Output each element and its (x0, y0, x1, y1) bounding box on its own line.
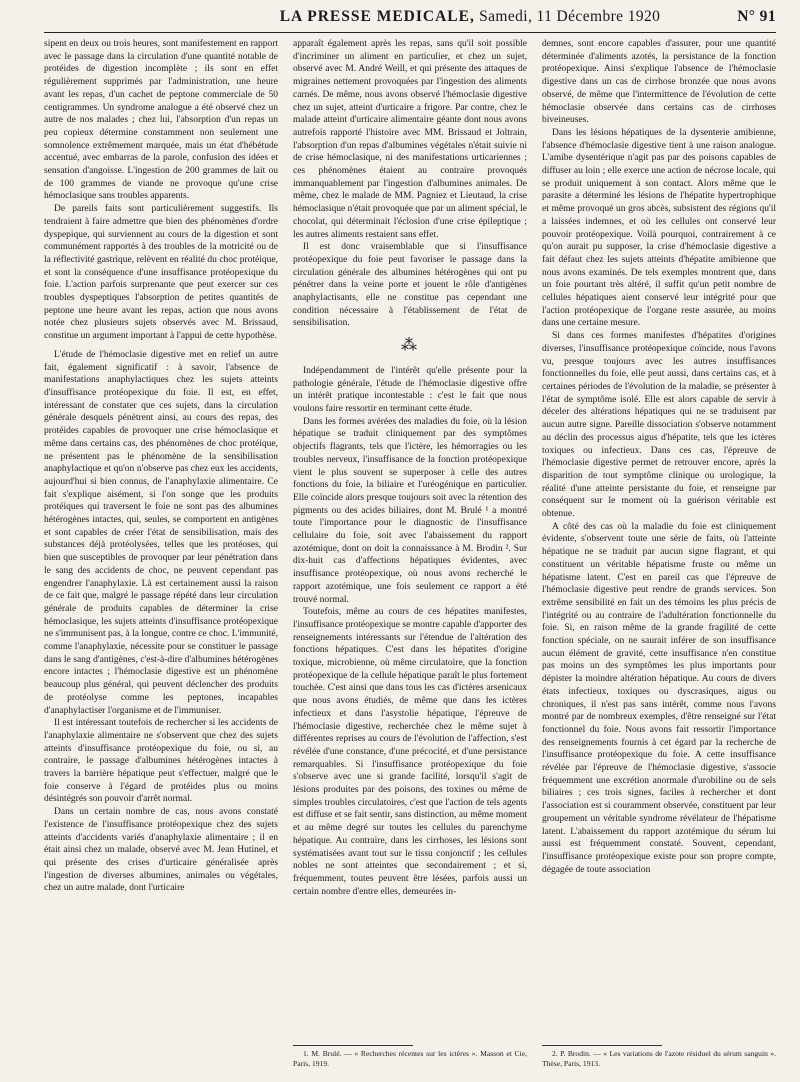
paragraph: demnes, sont encore capables d'assurer, pour une quantité déterminée d'aliments azotés, la persistance de la fonction protéopexique. Ainsi s'explique l'absence de l'hémoclasie digestive dans un cas de cirrhose bronzée que nous avons observé, de même que l'intermittence de l'évolution de cette hémoclasie observée dans certains cas de cirrhoses biveineuses. (542, 39, 776, 126)
page-header (44, 8, 776, 33)
paragraph: A côté des cas où la maladie du foie est cliniquement évidente, s'observent toute une série de faits, où l'atteinte hépatique ne se traduit par aucun signe flagrant, et qui constituent un véritable hépatisme fruste ou même un hépatisme latent. C'est en pareil cas que l'épreuve de l'hémoclasie digestive peut rendre de grands services. Son extrême sensibilité en fait un des témoins les plus précis de l'intégrité ou au contraire de l'adultération fonctionnelle du foie. Si, en raison même de la grande fragilité de cette fonction spéciale, on ne saurait inférer de son insuffisance aucun élément de gravité, cette insuffisance n'en constitue pas moins un des symptômes les plus importants pour dépister la moindre altération hépatique. Au cours de divers états infectieux, toxiques ou dyscrasiques, aigus ou chroniques, il n'est pas sans intérêt, comme nous l'avons montré par de nombreux exemples, d'être renseigné sur l'état fonctionnel du foie. Nous avons fait ressortir l'importance des renseignements fournis à cet égard par la recherche de l'insuffisance protéopexique du foie. A cette insuffisance révélée par l'épreuve de l'hémoclasie digestive, s'associe fréquemment une excrétion anormale d'urobiline ou de sels biliaires ; ces trois signes, faciles à rechercher et dont l'association est si couramment observée, constituent par leur groupement un véritable syndrome révélateur de l'hépatisme latent. L'abaissement du rapport azotémique du sérum lui aussi est fréquemment constaté. Souvent, cependant, l'insuffisance protéopexique existe pour son propre compte, dégagée de toute association (542, 521, 776, 875)
paragraph: Dans les lésions hépatiques de la dysenterie amibienne, l'absence d'hémoclasie digestive tient à une raison analogue. L'amibe dysentérique n'agit pas par des poisons capables de diffuser au loin ; elle exerce une action de nécrose locale, qui se produit uniquement à son contact. Alors même que le parasite a déterminé les lésions de l'hépatite hypertrophique et même provoqué un gros abcès, subsistent des régions qu'il a laissées indemnes, et où les cellules ont conservé leur pouvoir protéopexique. Voilà pourquoi, contrairement à ce qu'on aurait pu supposer, la crise d'hémoclasie digestive a fait défaut chez les sujets atteints d'hépatite amibienne que nous avons examinés. De tels exemples montrent que, dans un foie pourtant très altéré, il suffit qu'un petit nombre de cellules hépatiques aient conservé leur intégrité pour que l'action protéopexique de l'organe reste assurée, au moins dans une certaine mesure. (542, 127, 776, 329)
footnote: 1. M. Brulé. — « Recherches récentes sur les ictères ». Masson et Cie, Paris, 1919. (293, 1049, 527, 1068)
paragraph: sipent en deux ou trois heures, sont manifestement en rapport avec le passage dans la circulation d'une quantité notable de protéides de digestion incomplète ; ils sont en effet régulièrement supprimés par l'administration, une heure avant les repas, d'un cachet de peptone commerciale de 50 centigrammes. Un syndrome analogue a été observé chez un autre de nos malades ; chez lui, l'absorption d'un repas un peu copieux détermine constamment non seulement une somnolence extrêmement marquée, mais un état d'hébétude accentué, avec embarras de la parole, confusion des idées et sensation d'angoisse. L'ingestion de 200 grammes de lait ou de 100 grammes de viande ne provoque qu'une crise hémoclasique sans troubles apparents. (44, 39, 278, 202)
paragraph: Dans les formes avérées des maladies du foie, où la lésion hépatique se traduit cliniquement par des symptômes objectifs flagrants, tels que l'ictère, les hémorragies ou les troubles nerveux, l'insuffisance de la fonction protéopexique vient le plus souvent se superposer à celle des autres fonctions du foie, la biliaire et l'uréogénique en particulier. Elle coïncide alors presque toujours soit avec la rétention des pigments ou des acides biliaires, dont M. Brulé ¹ a montré toute l'importance pour le diagnostic de l'insuffisance cellulaire du foie, soit avec l'abaissement du rapport azotémique, dont on doit la connaissance à M. Brodin ². Sur dix-huit cas d'affections hépatiques évidentes, avec insuffisance protéopexique, où nous avons recherché le rapport azotémique, une fois seulement ce rapport a été trouvé normal. (293, 416, 527, 605)
paragraph: Il est intéressant toutefois de rechercher si les accidents de l'anaphylaxie alimentaire ne s'observent que chez des sujets atteints d'insuffisance protéopexique du foie, ou si, au contraire, le passage d'albumines hétérogènes intactes à travers la barrière hépatique peut s'effectuer, malgré que le foie conserve à l'égard de protéides plus ou moins désintégrés son pouvoir d'arrêt normal. (44, 718, 278, 805)
publication-name: LA PRESSE MEDICALE, (279, 8, 475, 25)
footnote: 2. P. Brodin. — « Les variations de l'azote résiduel du sérum sanguin ». Thèse, Paris, 1913. (542, 1049, 776, 1068)
paragraph: apparaît également après les repas, sans qu'il soit possible d'incriminer un aliment en particulier, et chez un sujet, observé avec M. André Weill, et qui présente des attaques de migraines nettement provoquées par l'ingestion des aliments carnés. De même, nous avons observé l'hémoclasie digestive chez un sujet, atteint d'urticaire a frigore. Par contre, chez le malade atteint d'urticaire alimentaire géante dont nous avons autrefois rapporté l'histoire avec MM. Brissaud et Joltrain, l'absorption d'un repas d'albumines végétales n'était suivie ni de crise hémoclasique, ni des manifestations urticariennes ; ces phénomènes étaient au contraire provoqués immanquablement par l'ingestion d'albumines animales. De même, chez le malade de MM. Pagniez et Lieutaud, la crise hémoclasique n'était provoquée que par un aliment spécial, le chocolat, qui déterminait l'éclosion d'une crise épileptique ; les autres aliments restaient sans effet. (293, 39, 527, 240)
publication-date: Samedi, 11 Décembre 1920 (479, 8, 661, 25)
footnote-rule (542, 1045, 662, 1046)
paragraph: L'étude de l'hémoclasie digestive met en relief un autre fait, également significatif : à savoir, l'absence de manifestations anaphylactiques chez les sujets atteints d'insuffisance protéopexique du foie. Il est, en effet, intéressant de constater que ces sujets, dans la circulation générale desquels pénètrent ainsi, au cours des repas, des protéides capables de provoquer une crise hémoclasique et même dans certains cas, des phénomènes de choc protéique, ne présentent pas le phénomène de la sensibilisation anaphylactique et qu'on n'observe pas chez eux les accidents, aujourd'hui si bien connus, de l'anaphylaxie alimentaire. Ce fait s'explique aisément, si l'on songe que les produits protéiques qui traversent le foie ne sont pas des albumines hétérogènes intactes, qui, seules, se comportent en antigènes et sont capables de créer l'état de sensibilisation, mais des substances déjà protéolysées, telles que les protéoses, qui bien que susceptibles de provoquer par leur pénétration dans le sang des accidents de choc, ne peuvent cependant pas engendrer l'anaphylaxie. Là est certainement aussi la raison de ce fait que, malgré le passage répété dans leur circulation générale de produits capables de déterminer la crise hémoclasique, les sujets atteints d'insuffisance protéopexique ne s'immunisent pas, à la longue, contre ce choc. L'immunité, comme l'anaphylaxie, nécessite pour se constituer le passage dans le sang d'antigènes, c'est-à-dire d'albumines hétérogènes encore intactes ; l'hémoclasie digestive est un phénomène beaucoup plus général, qui peuvent déclencher des produits de protéolyse comme les peptones, incapables d'anaphylactiser l'organisme et de l'immuniser. (44, 349, 278, 716)
column-3 (542, 38, 776, 1068)
section-separator: ⁂ (401, 337, 419, 355)
paragraph: Si dans ces formes manifestes d'hépatites d'origines diverses, l'insuffisance protéopexique coïncide, nous l'avons vu, presque toujours avec les autres insuffisances fonctionnelles du foie, elle peut aussi, dans certains cas, et à certaines périodes de l'évolution de la maladie, se présenter à l'état de symptôme isolé. Elle est alors capable de servir à déceler des altérations hépatiques qui ne se traduisent par aucun autre signe. Pareille dissociation s'observe notamment au déclin des processus aigus d'hépatite, tels que les ictères toxiques ou infectieux. Dans ces cas, l'épreuve de l'hémoclasie digestive permet de retrouver encore, après la disparition de tout symptôme clinique ou urologique, la réalité d'une atteinte persistante du foie, et renseigne par conséquent sur le moment où la guérison véritable est obtenue. (542, 331, 776, 520)
header-title (224, 8, 716, 26)
paragraph: Il est donc vraisemblable que si l'insuffisance protéopexique du foie peut favoriser le passage dans la circulation générale des albumines hétérogènes qui ont pu pénétrer dans la veine porte et jouent le rôle d'antigènes anaphylactisants, elle ne constitue pas cependant une condition nécessaire à l'établissement de l'état de sensibilisation. (293, 242, 527, 329)
footnote-rule (293, 1045, 413, 1046)
paragraph: Toutefois, même au cours de ces hépatites manifestes, l'insuffisance protéopexique se montre capable d'apporter des renseignements intéressants sur l'étendue de l'altération des fonctions hépatiques. C'est dans les hépatites d'origine toxique, microbienne, où même circulatoire, que la fonction protéopexique de la cellule hépatique paraît le plus fortement touchée. C'est ainsi que dans tous les cas d'ictères arsenicaux que nous avons étudiés, de même que dans les ictères infectieux et dans l'asystolie hépatique, l'épreuve de l'hémoclasie digestive, recherchée chez le même sujet à différentes reprises au cours de l'évolution de l'affection, s'est révélée d'une constance, d'une précocité, et d'une persistance remarquables. Si l'insuffisance protéopexique du foie s'observe avec une si grande facilité, lorsqu'il s'agit de lésions produites par des poisons, des toxines ou même de simples troubles circulatoires, c'est que l'action de tels agents est diffuse et se fait sentir, sans distinction, au même moment et au même degré sur toutes les cellules du parenchyme hépatique. Au contraire, dans les cirrhoses, les lésions sont systématisées avant tout sur le tissu conjonctif ; les cellules nobles ne sont atteintes que secondairement ; et si, fréquemment, toutes peuvent être lésées, parfois aussi un certain nombre d'entre elles, demeurées in- (293, 607, 527, 897)
issue-number: N° 91 (737, 8, 776, 25)
text-columns (44, 38, 776, 1068)
column-2 (293, 38, 527, 1068)
paragraph: Indépendamment de l'intérêt qu'elle présente pour la pathologie générale, l'étude de l'hémoclasie digestive offre un intérêt pratique incontestable : c'est le fait que nous voulons faire ressortir en terminant cette étude. (293, 365, 527, 414)
column-1 (44, 38, 278, 1068)
paragraph: Dans un certain nombre de cas, nous avons constaté l'existence de l'insuffisance protéopexique chez des sujets atteints d'accidents variés d'anaphylaxie alimentaire ; il en était ainsi chez un malade, observé avec M. Jean Hutinel, et qui présente des crises d'urticaire généralisée après l'ingestion de diverses albumines, animales ou végétales, chez un autre malade, dont l'urticaire (44, 807, 278, 894)
paragraph: De pareils faits sont particulièrement suggestifs. Ils tendraient à faire admettre que bien des phénomènes d'ordre dyspepique, qui surviennent au cours de la digestion et sont communément rapportés à des troubles de la motricité ou de la réflectivité gastrique, relèvent en réalité du choc protéique, et sont la conséquence d'une insuffisance protéopexique du foie. L'action parfois surprenante que peut exercer sur ces troubles dyspeptiques l'absorption de petites quantités de peptone une heure avant les repas, action que nous avons notée chez plusieurs sujets observés avec M. Brissaud, constitue un argument important à l'appui de cette hypothèse. (44, 204, 278, 342)
